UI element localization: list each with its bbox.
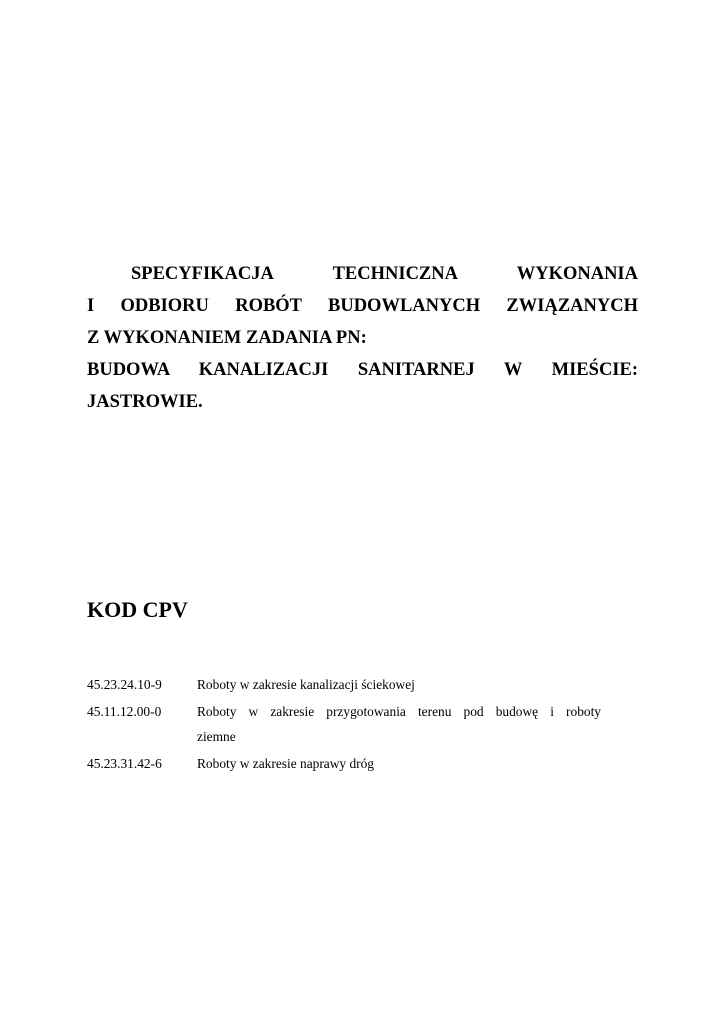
cpv-code: 45.23.31.42-6: [87, 756, 162, 771]
title-line-3: Z WYKONANIEM ZADANIA PN:: [87, 328, 367, 348]
title-line-2: I ODBIORU ROBÓT BUDOWLANYCH ZWIĄZANYCH: [87, 296, 638, 316]
cpv-description-line: ziemne: [197, 729, 236, 744]
cpv-description: [197, 751, 601, 776]
cpv-code: 45.23.24.10-9: [87, 677, 162, 692]
cpv-description-line: Roboty w zakresie przygotowania terenu pod budowę i roboty: [197, 704, 601, 719]
cpv-description-line: Roboty w zakresie naprawy dróg: [197, 756, 375, 771]
cpv-description: [197, 672, 601, 697]
cpv-list-item: [87, 751, 627, 776]
title-line-4: BUDOWA KANALIZACJI SANITARNEJ W MIEŚCIE:: [87, 360, 638, 380]
title-line-5: JASTROWIE.: [87, 392, 203, 412]
document-title: [87, 258, 638, 418]
cpv-list-item: [87, 699, 627, 749]
cpv-code: 45.11.12.00-0: [87, 704, 162, 719]
title-line-1: SPECYFIKACJA TECHNICZNA WYKONANIA: [131, 264, 638, 284]
cpv-description-line: Roboty w zakresie kanalizacji ściekowej: [197, 677, 415, 692]
cpv-heading: KOD CPV: [87, 597, 188, 622]
cpv-description: [197, 699, 601, 749]
cpv-list-item: [87, 672, 627, 697]
cpv-code-list: [87, 672, 627, 778]
